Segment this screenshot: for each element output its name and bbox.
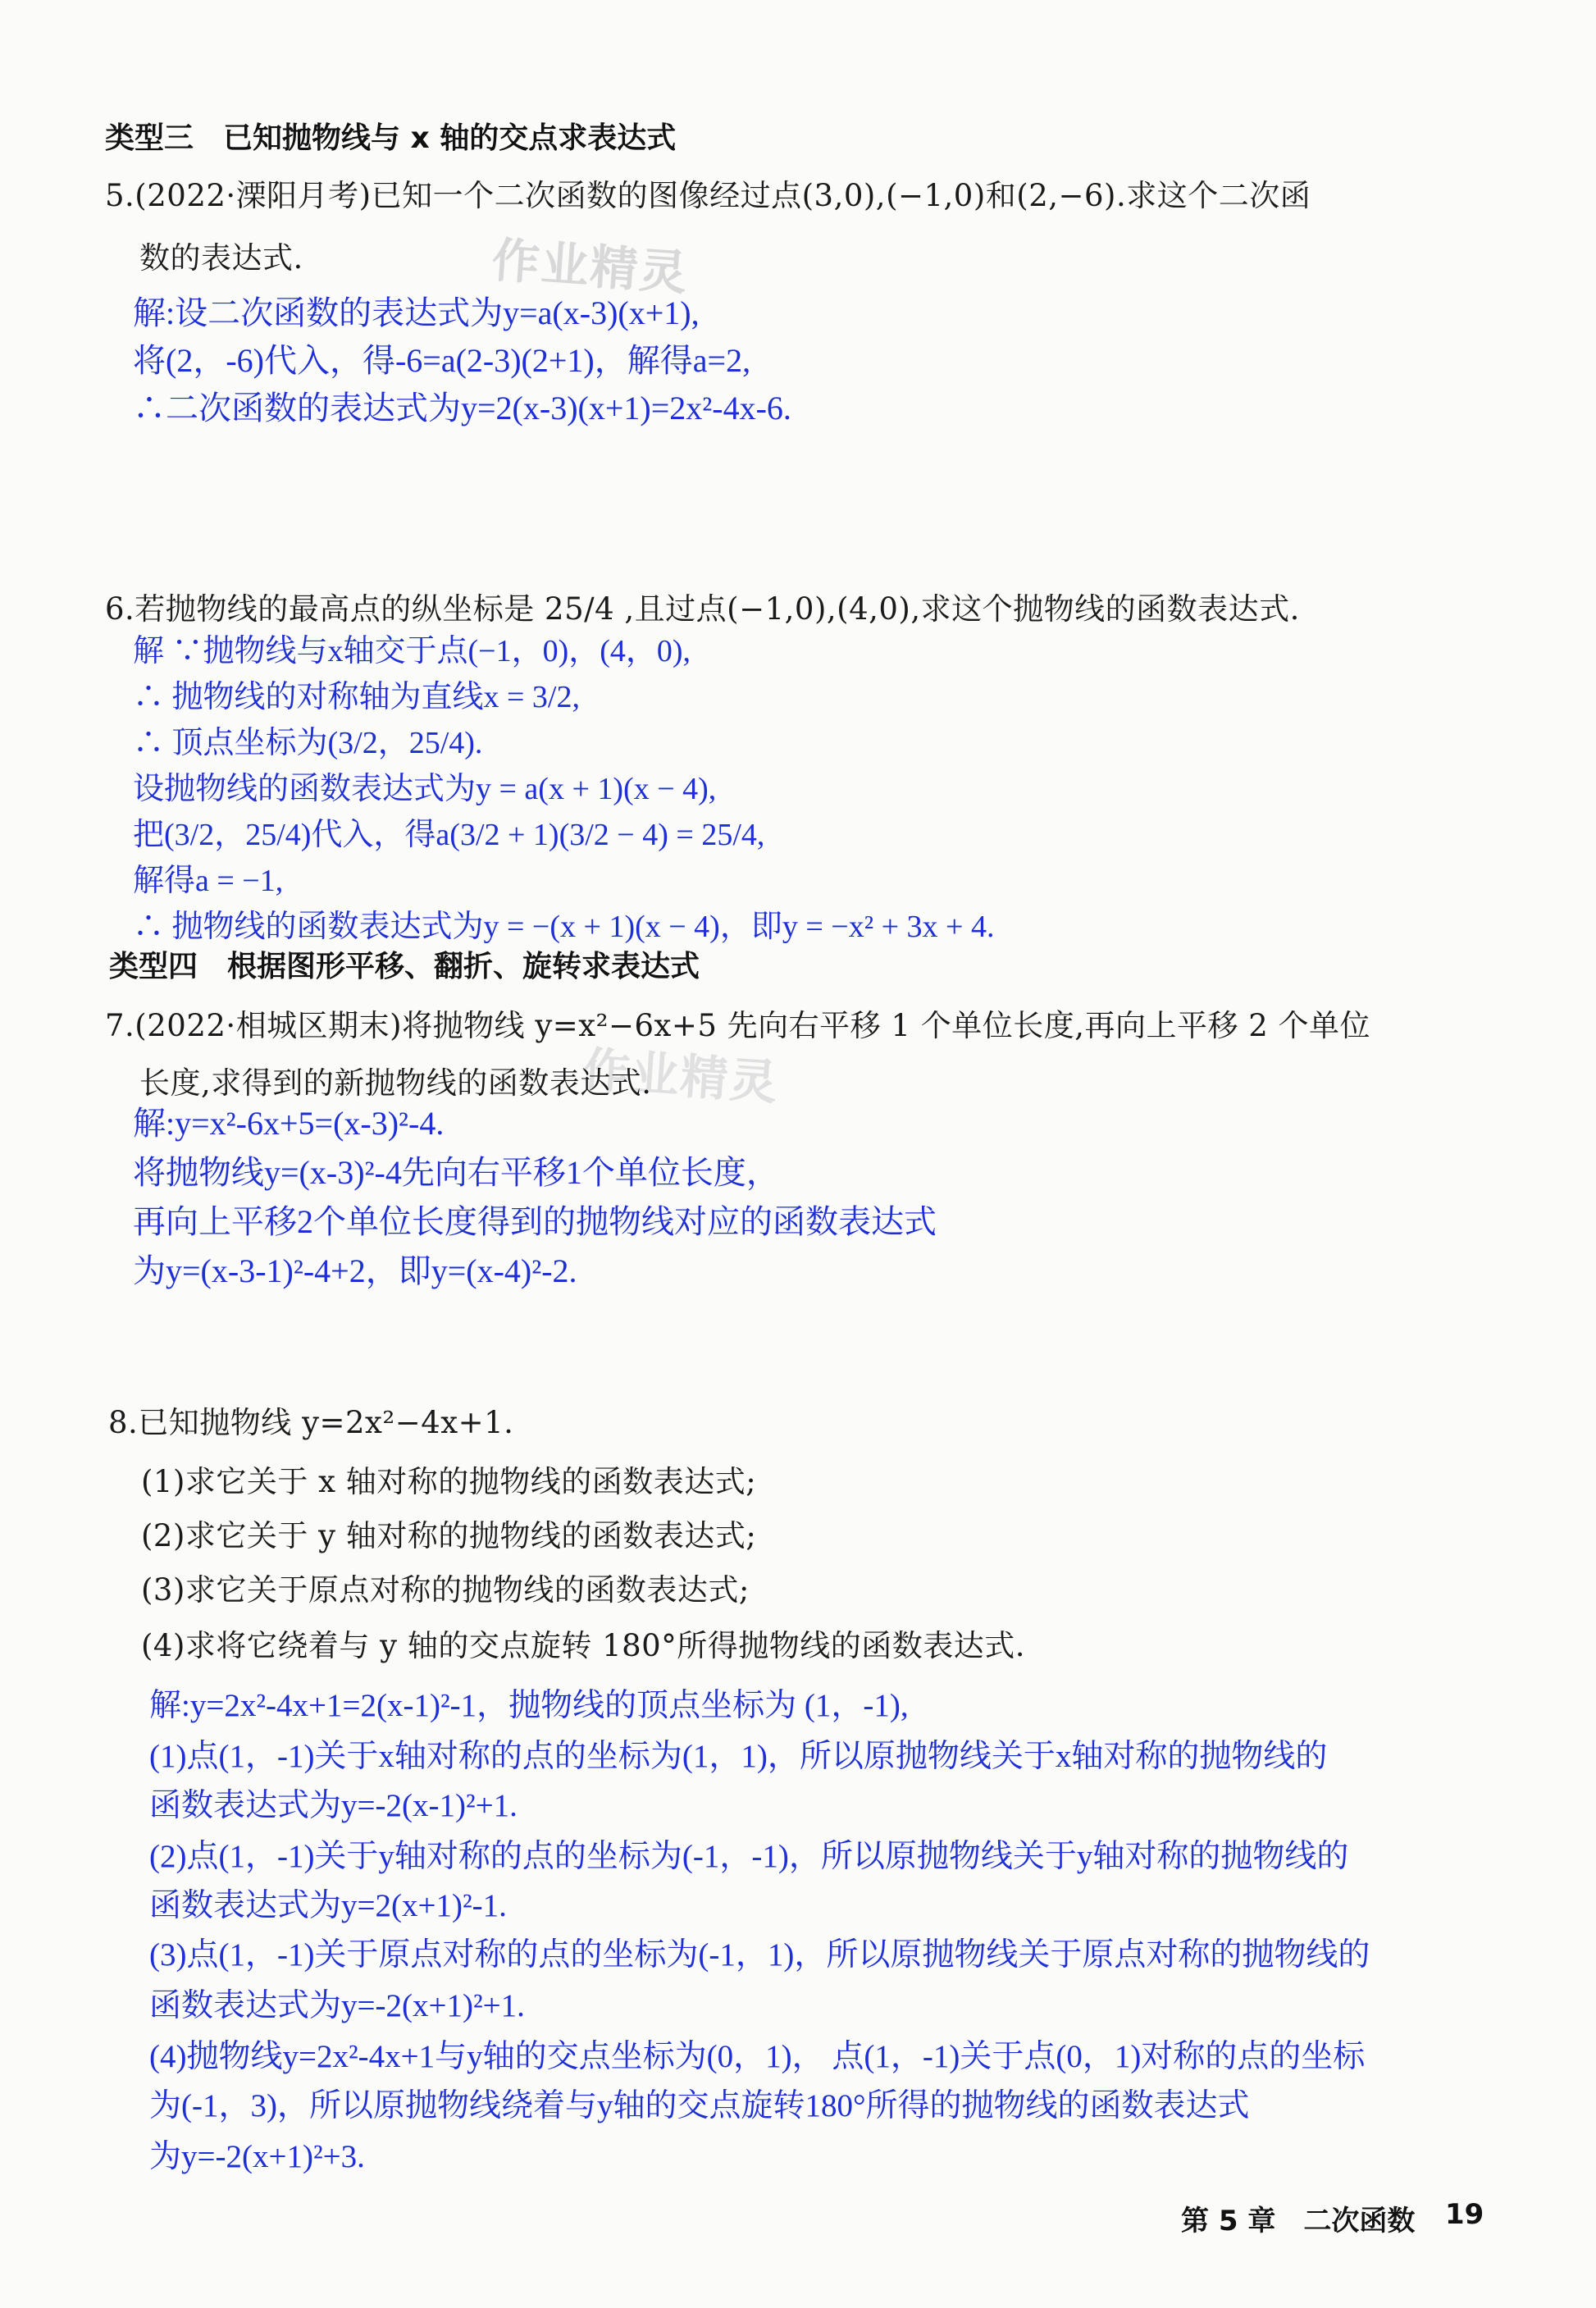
question-8-part: (1)求它关于 x 轴对称的抛物线的函数表达式; bbox=[141, 1464, 757, 1499]
answer-5-line: ∴二次函数的表达式为y=2(x-3)(x+1)=2x²-4x-6. bbox=[133, 390, 791, 426]
answer-8-line: (2)点(1，-1)关于y轴对称的点的坐标为(-1，-1)，所以原抛物线关于y轴对称的抛物线的 bbox=[149, 1839, 1349, 1874]
answer-8-line: 为(-1，3)，所以原抛物线绕着与y轴的交点旋转180°所得的抛物线的函数表达式 bbox=[149, 2088, 1250, 2123]
answer-8-line: 为y=-2(x+1)²+3. bbox=[149, 2139, 365, 2174]
footer-chapter: 第 5 章 二次函数 bbox=[1181, 2205, 1416, 2237]
question-7-text: 7.(2022·相城区期末)将抛物线 y=x²−6x+5 先向右平移 1 个单位长度,再向上平移 2 个单位 bbox=[105, 1008, 1371, 1043]
question-5-text-cont: 数的表达式. bbox=[139, 240, 303, 276]
answer-7-line: 解:y=x²-6x+5=(x-3)²-4. bbox=[133, 1105, 445, 1142]
answer-8-line: 函数表达式为y=-2(x+1)²+1. bbox=[149, 1988, 525, 2023]
answer-8-line: (4)抛物线y=2x²-4x+1与y轴的交点坐标为(0，1)， 点(1，-1)关于点(0，1)对称的点的坐标 bbox=[149, 2039, 1366, 2074]
question-8-part: (3)求它关于原点对称的抛物线的函数表达式; bbox=[141, 1572, 750, 1608]
section-heading: 类型四 根据图形平移、翻折、旋转求表达式 bbox=[109, 950, 700, 983]
watermark: 作业精灵 bbox=[580, 1041, 781, 1111]
question-5-text: 5.(2022·溧阳月考)已知一个二次函数的图像经过点(3,0),(−1,0)和(2,−6).求这个二次函 bbox=[105, 178, 1311, 213]
answer-5-line: 将(2，-6)代入，得-6=a(2-3)(2+1)，解得a=2, bbox=[133, 342, 751, 379]
answer-6-line: ∴ 顶点坐标为(3/2，25/4). bbox=[133, 726, 483, 760]
answer-6-line: ∴ 抛物线的对称轴为直线x = 3/2, bbox=[133, 680, 580, 714]
answer-7-line: 将抛物线y=(x-3)²-4先向右平移1个单位长度， bbox=[133, 1154, 779, 1191]
question-8-text: 8.已知抛物线 y=2x²−4x+1. bbox=[108, 1405, 514, 1440]
question-7-text-cont: 长度,求得到的新抛物线的函数表达式. bbox=[139, 1065, 652, 1101]
answer-5-line: 解:设二次函数的表达式为y=a(x-3)(x+1), bbox=[133, 294, 700, 331]
answer-7-line: 为y=(x-3-1)²-4+2，即y=(x-4)²-2. bbox=[133, 1252, 577, 1289]
answer-6-line: ∴ 抛物线的函数表达式为y = −(x + 1)(x − 4)，即y = −x² + 3x + 4. bbox=[133, 910, 995, 944]
answer-6-line: 设抛物线的函数表达式为y = a(x + 1)(x − 4), bbox=[133, 772, 717, 806]
answer-8-line: (1)点(1，-1)关于x轴对称的点的坐标为(1，1)，所以原抛物线关于x轴对称的抛物线的 bbox=[149, 1739, 1328, 1774]
section-heading: 类型三 已知抛物线与 x 轴的交点求表达式 bbox=[105, 121, 677, 155]
answer-8-line: 解:y=2x²-4x+1=2(x-1)²-1，抛物线的顶点坐标为 (1，-1), bbox=[149, 1688, 909, 1723]
answer-8-line: (3)点(1，-1)关于原点对称的点的坐标为(-1，1)，所以原抛物线关于原点对称的抛物线的 bbox=[149, 1937, 1370, 1973]
page-number: 19 bbox=[1445, 2198, 1484, 2231]
answer-8-line: 函数表达式为y=2(x+1)²-1. bbox=[149, 1888, 507, 1923]
answer-6-line: 解得a = −1, bbox=[133, 864, 284, 898]
answer-6-line: 把(3/2，25/4)代入，得a(3/2 + 1)(3/2 − 4) = 25/4, bbox=[133, 818, 765, 852]
question-6-text: 6.若抛物线的最高点的纵坐标是 25/4 ,且过点(−1,0),(4,0),求这个抛物线的函数表达式. bbox=[105, 591, 1300, 627]
answer-8-line: 函数表达式为y=-2(x-1)²+1. bbox=[149, 1788, 518, 1823]
answer-6-line: 解 ∵抛物线与x轴交于点(−1，0)，(4，0), bbox=[133, 634, 691, 668]
question-8-part: (4)求将它绕着与 y 轴的交点旋转 180°所得抛物线的函数表达式. bbox=[141, 1628, 1025, 1663]
answer-7-line: 再向上平移2个单位长度得到的抛物线对应的函数表达式 bbox=[133, 1203, 937, 1240]
watermark: 作业精灵 bbox=[490, 231, 691, 302]
question-8-part: (2)求它关于 y 轴对称的抛物线的函数表达式; bbox=[141, 1518, 757, 1553]
